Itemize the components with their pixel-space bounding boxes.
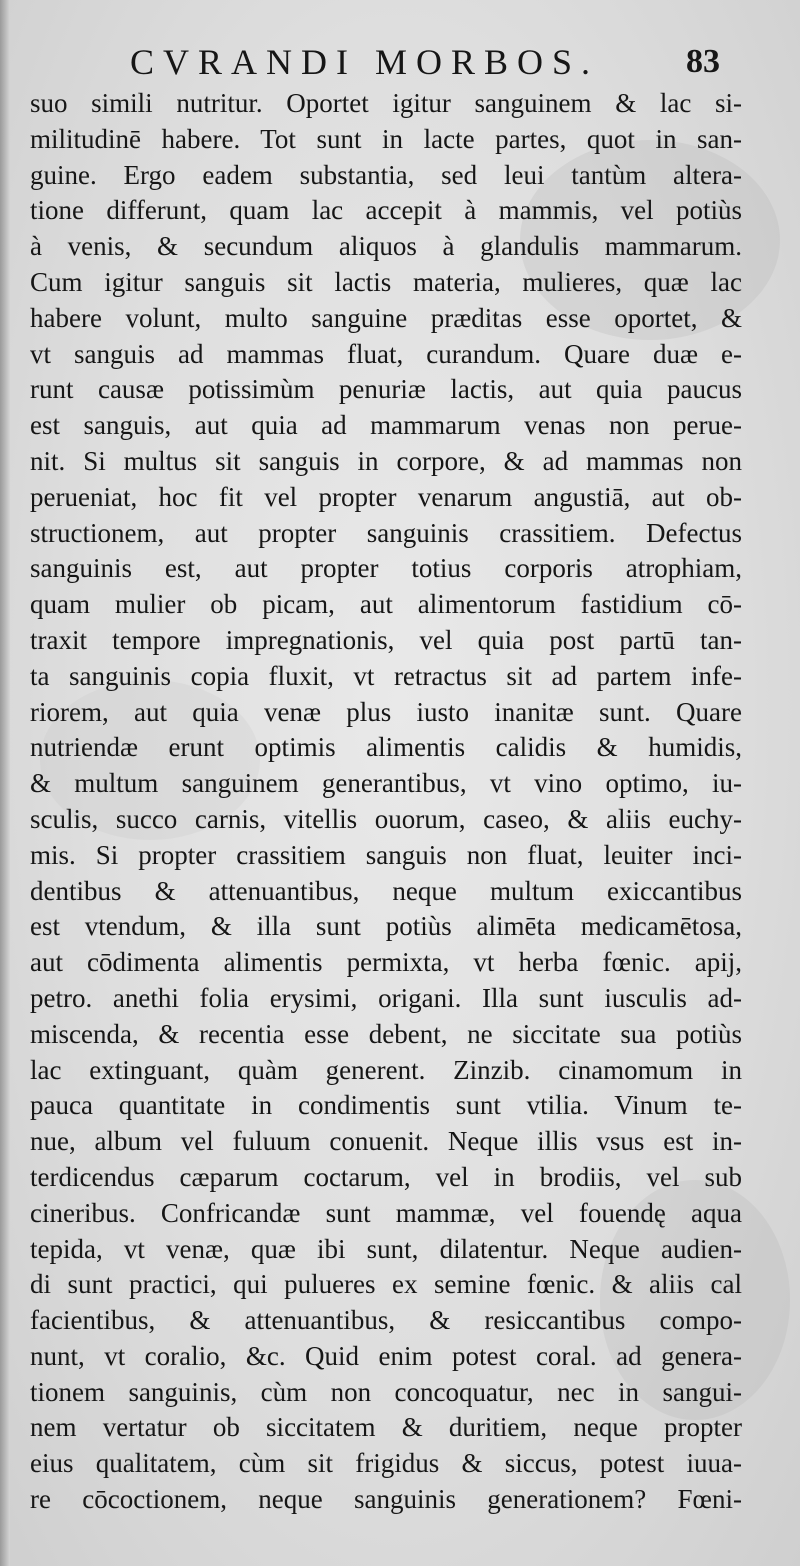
text-line: militudinē habere. Tot sunt in lacte partes, quot in san-: [30, 123, 742, 154]
text-line: sculis, succo carnis, vitellis ouorum, caseo, & aliis euchy-: [30, 803, 742, 834]
text-line: tione differunt, quam lac accepit à mammis, vel potiùs: [30, 195, 742, 226]
text-line: est sanguis, aut quia ad mammarum venas non perue-: [30, 410, 742, 441]
text-line: à venis, & secundum aliquos à glandulis mammarum.: [30, 231, 742, 262]
text-line: facientibus, & attenuantibus, & resiccantibus compo-: [30, 1305, 742, 1336]
text-line: perueniat, hoc fit vel propter venarum angustiā, aut ob-: [30, 481, 742, 512]
text-line: structionem, aut propter sanguinis crassitiem. Defectus: [30, 517, 742, 548]
text-line: eius qualitatem, cùm sit frigidus & siccus, potest iuua-: [30, 1448, 742, 1479]
text-line: est vtendum, & illa sunt potiùs alimēta medicamētosa,: [30, 911, 742, 942]
text-line: guine. Ergo eadem substantia, sed leui tantùm altera-: [30, 159, 742, 190]
text-line: suo simili nutritur. Oportet igitur sanguinem & lac si-: [30, 88, 742, 118]
text-line: nem vertatur ob siccitatem & duritiem, neque propter: [30, 1412, 742, 1443]
text-line: habere volunt, multo sanguine præditas esse oportet, &: [30, 302, 742, 333]
body-text: [30, 86, 742, 1518]
text-line: Cum igitur sanguis sit lactis materia, mulieres, quæ lac: [30, 266, 742, 297]
text-line: aut cōdimenta alimentis permixta, vt herba fœnic. apij,: [30, 947, 742, 978]
text-line: & multum sanguinem generantibus, vt vino optimo, iu-: [30, 768, 742, 799]
running-title: CVRANDI MORBOS.: [130, 42, 600, 82]
text-line: nue, album vel fuluum conuenit. Neque illis vsus est in-: [30, 1126, 742, 1157]
page-number: 83: [686, 43, 720, 80]
text-line: cineribus. Confricandæ sunt mammæ, vel fouendę aqua: [30, 1197, 742, 1228]
text-line: ta sanguinis copia fluxit, vt retractus sit ad partem infe-: [30, 660, 742, 691]
text-line: runt causæ potissimùm penuriæ lactis, aut quia paucus: [30, 374, 742, 405]
text-line: dentibus & attenuantibus, neque multum exiccantibus: [30, 875, 742, 906]
text-line: riorem, aut quia venæ plus iusto inanitæ sunt. Quare: [30, 696, 742, 727]
text-line: quam mulier ob picam, aut alimentorum fastidium cō-: [30, 589, 742, 620]
page-gutter-edge: [0, 0, 10, 1566]
text-line: miscenda, & recentia esse debent, ne siccitate sua potiùs: [30, 1018, 742, 1049]
text-line: terdicendus cæparum coctarum, vel in brodiis, vel sub: [30, 1161, 742, 1192]
text-line: vt sanguis ad mammas fluat, curandum. Quare duæ e-: [30, 338, 742, 369]
text-line: mis. Si propter crassitiem sanguis non fluat, leuiter inci-: [30, 839, 742, 870]
text-line: re cōcoctionem, neque sanguinis generationem? Fœni-: [30, 1484, 742, 1515]
text-line: nit. Si multus sit sanguis in corpore, & ad mammas non: [30, 445, 742, 476]
text-line: tionem sanguinis, cùm non concoquatur, nec in sangui-: [30, 1376, 742, 1407]
text-line: nutriendæ erunt optimis alimentis calidis & humidis,: [30, 732, 742, 763]
text-line: tepida, vt venæ, quæ ibi sunt, dilatentur. Neque audien-: [30, 1233, 742, 1264]
text-line: lac extinguant, quàm generent. Zinzib. cinamomum in: [30, 1054, 742, 1085]
text-line: sanguinis est, aut propter totius corporis atrophiam,: [30, 553, 742, 584]
text-line: nunt, vt coralio, &c. Quid enim potest coral. ad genera-: [30, 1340, 742, 1371]
text-line: di sunt practici, qui pulueres ex semine fœnic. & aliis cal: [30, 1269, 742, 1300]
text-line: pauca quantitate in condimentis sunt vtilia. Vinum te-: [30, 1090, 742, 1121]
text-line: traxit tempore impregnationis, vel quia post partū tan-: [30, 624, 742, 655]
text-line: petro. anethi folia erysimi, origani. Illa sunt iusculis ad-: [30, 982, 742, 1013]
